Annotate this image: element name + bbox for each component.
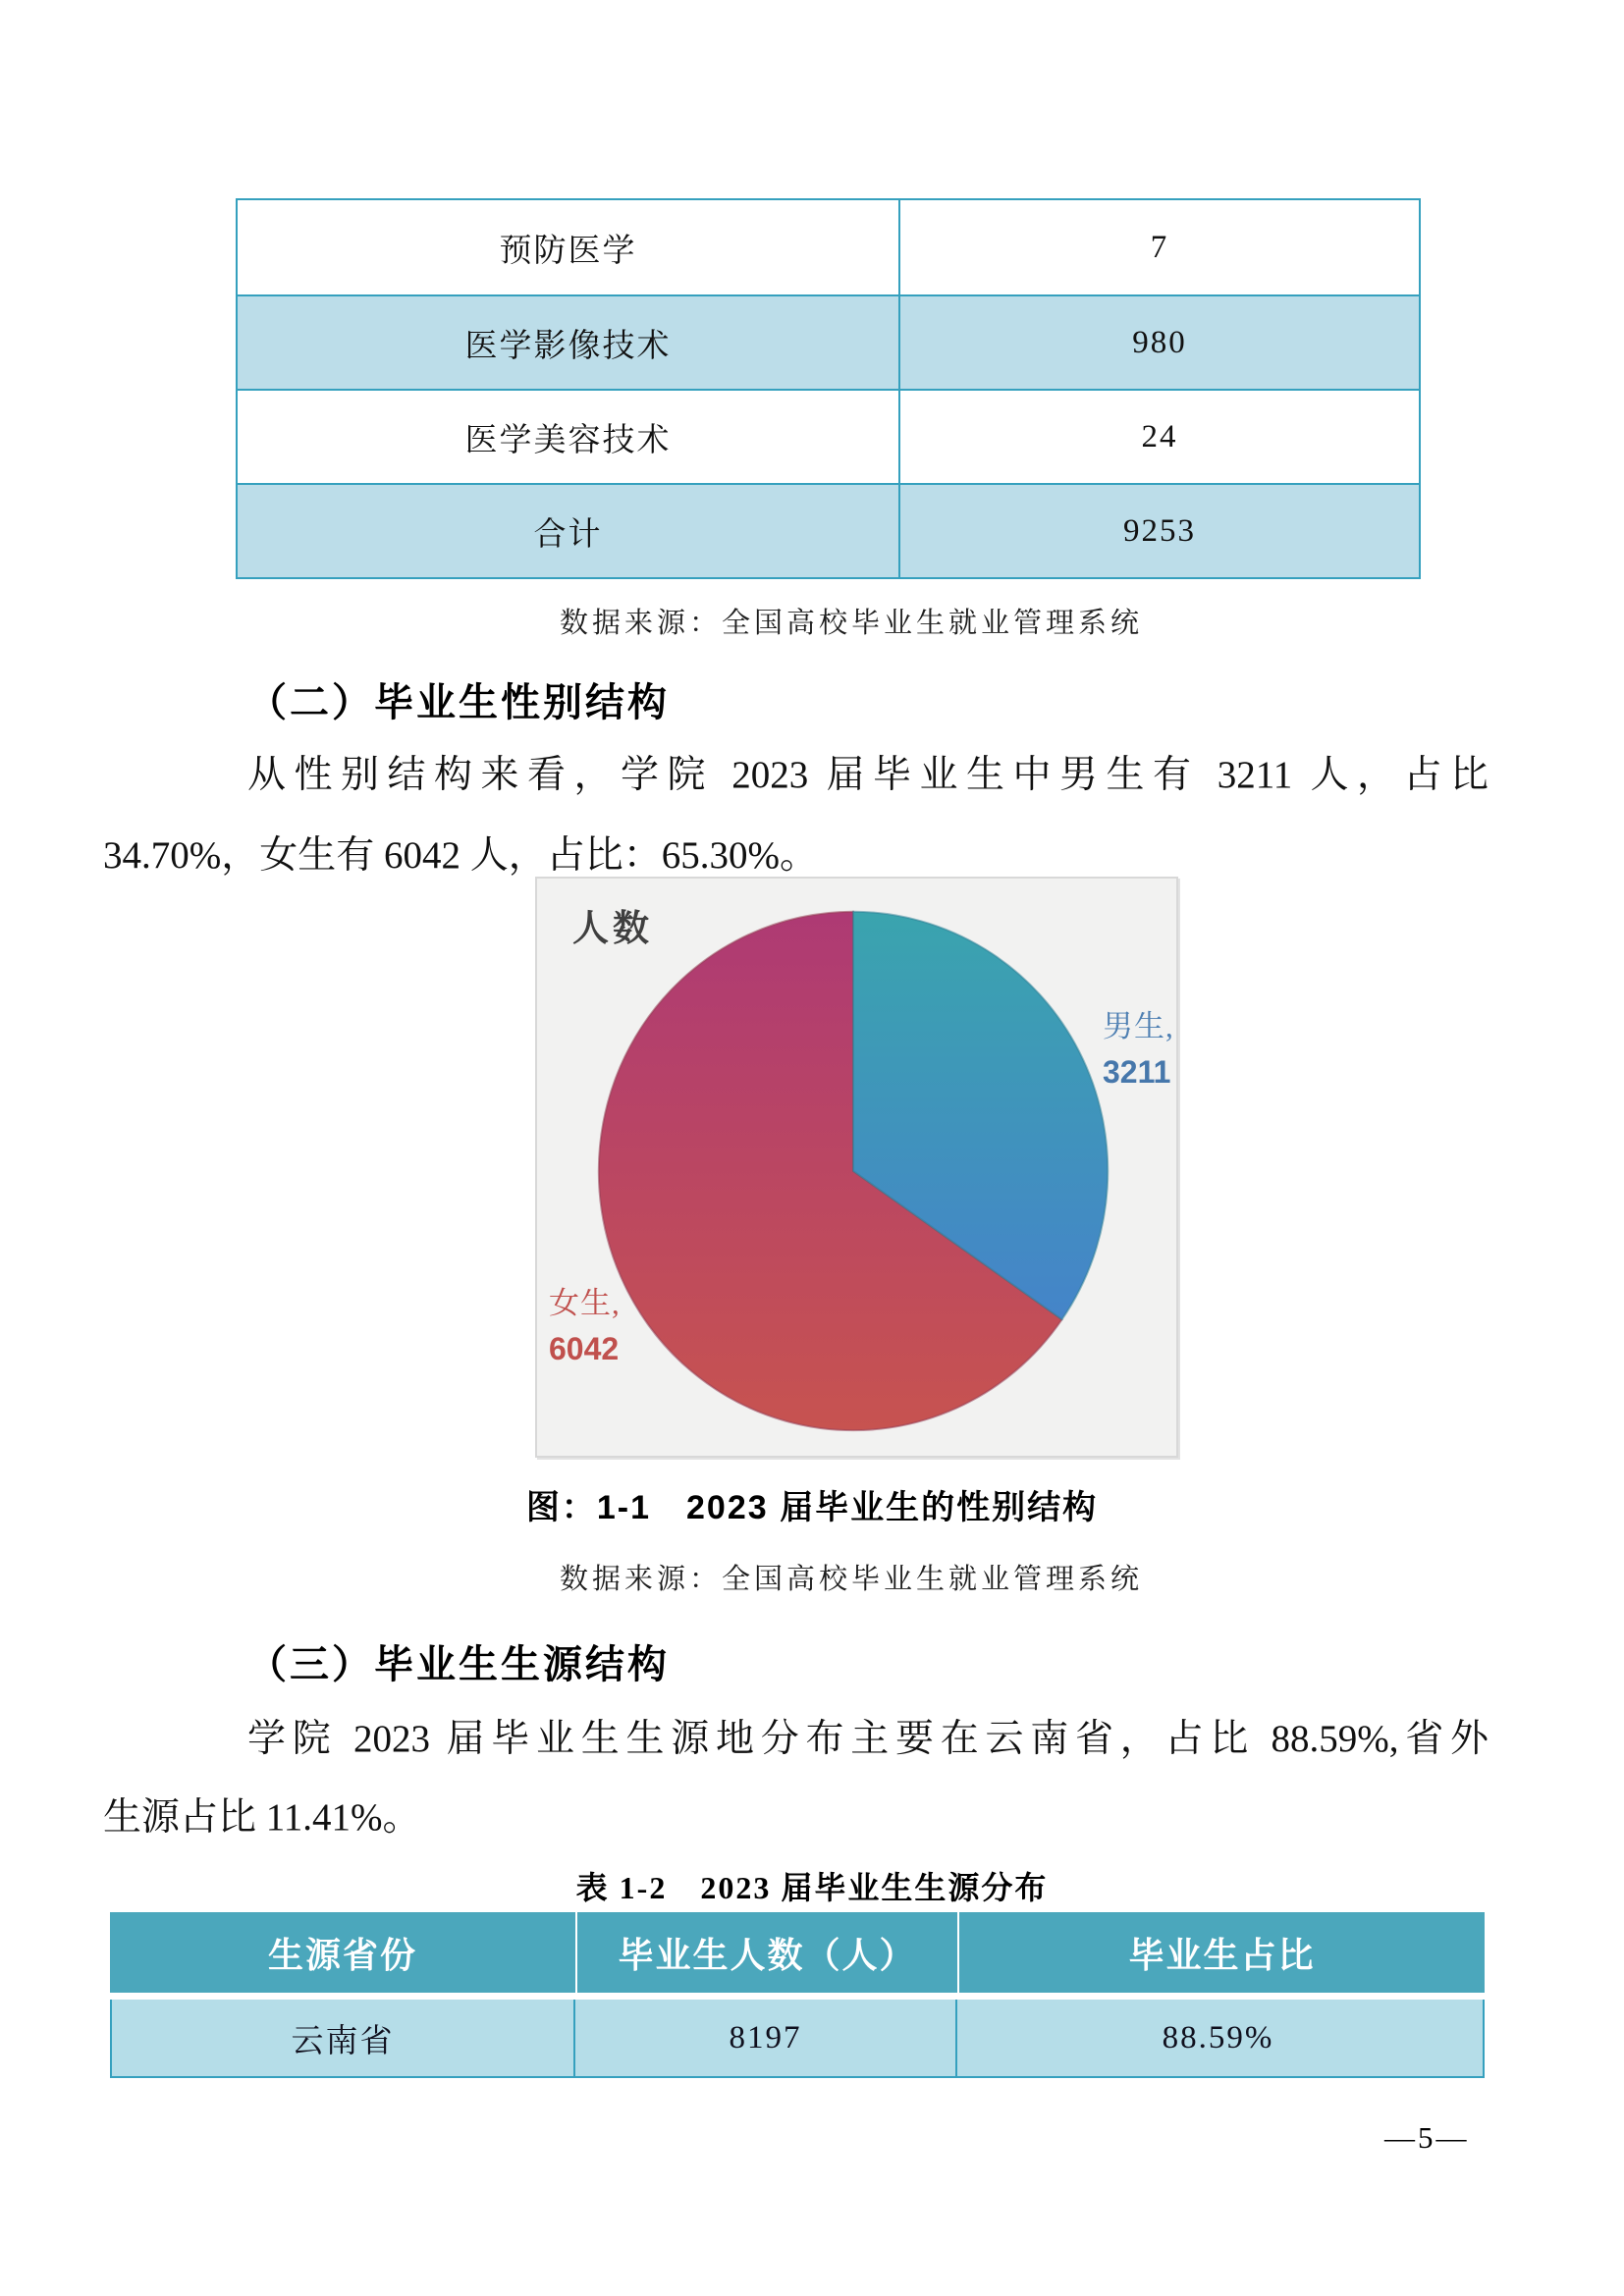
page-number: —5—	[1384, 2120, 1470, 2155]
paragraph-line: 从性别结构来看，学院 2023 届毕业生中男生有 3211 人，占比	[247, 754, 1489, 796]
figure-caption: 图：1-1 2023 届毕业生的性别结构	[525, 1489, 1099, 1526]
major-count-cell: 980	[1132, 324, 1187, 360]
section-heading-origin: （三）毕业生生源结构	[247, 1642, 670, 1686]
pie-label-female-name: 女生,	[549, 1286, 621, 1320]
table-row	[238, 200, 1419, 294]
pie-label-female	[549, 1281, 621, 1371]
data-source-note: 数据来源：全国高校毕业生就业管理系统	[559, 1564, 1143, 1595]
major-count-cell: 24	[1141, 418, 1178, 454]
cell-ratio: 88.59%	[1162, 2019, 1274, 2056]
pie-svg	[537, 879, 1176, 1456]
major-count-table	[236, 198, 1421, 579]
cell-province: 云南省	[112, 2000, 575, 2076]
gender-pie-chart-panel	[535, 877, 1178, 1458]
table-row	[238, 389, 1419, 483]
major-name-cell: 预防医学	[238, 200, 900, 294]
section-heading-gender: （二）毕业生性别结构	[247, 680, 670, 724]
major-count-cell: 7	[1150, 229, 1169, 265]
header-cell-ratio: 毕业生占比	[1128, 1934, 1316, 1975]
paragraph-line: 34.70%，女生有 6042 人，占比：65.30%。	[103, 834, 818, 877]
major-name-cell: 合计	[238, 485, 900, 577]
pie-label-male-name: 男生,	[1103, 1009, 1174, 1043]
cell-count: 8197	[575, 2000, 957, 2076]
table-row-total	[238, 483, 1419, 577]
major-name-cell: 医学影像技术	[238, 296, 900, 389]
chart-title: 人数	[572, 908, 653, 948]
pie-label-male-value: 3211	[1103, 1054, 1171, 1090]
table-caption: 表 1-2 2023 届毕业生生源分布	[575, 1870, 1049, 1905]
data-source-note: 数据来源：全国高校毕业生就业管理系统	[559, 608, 1143, 639]
header-cell-count: 毕业生人数（人）	[577, 1912, 959, 1993]
pie-label-female-value: 6042	[549, 1331, 620, 1366]
paragraph-line: 生源占比 11.41%。	[103, 1796, 421, 1839]
table-header-gap	[110, 1993, 1485, 2000]
origin-distribution-table	[110, 1912, 1485, 2078]
major-name-cell: 医学美容技术	[238, 391, 900, 483]
header-cell-province: 生源省份	[110, 1912, 577, 1993]
pie-label-male	[1103, 1004, 1174, 1095]
table-row	[238, 294, 1419, 389]
paragraph-line: 学院 2023 届毕业生生源地分布主要在云南省，占比 88.59%,省外	[247, 1718, 1489, 1760]
table-header-row	[110, 1912, 1485, 1993]
major-count-cell: 9253	[1123, 512, 1196, 549]
table-row	[110, 2000, 1485, 2078]
